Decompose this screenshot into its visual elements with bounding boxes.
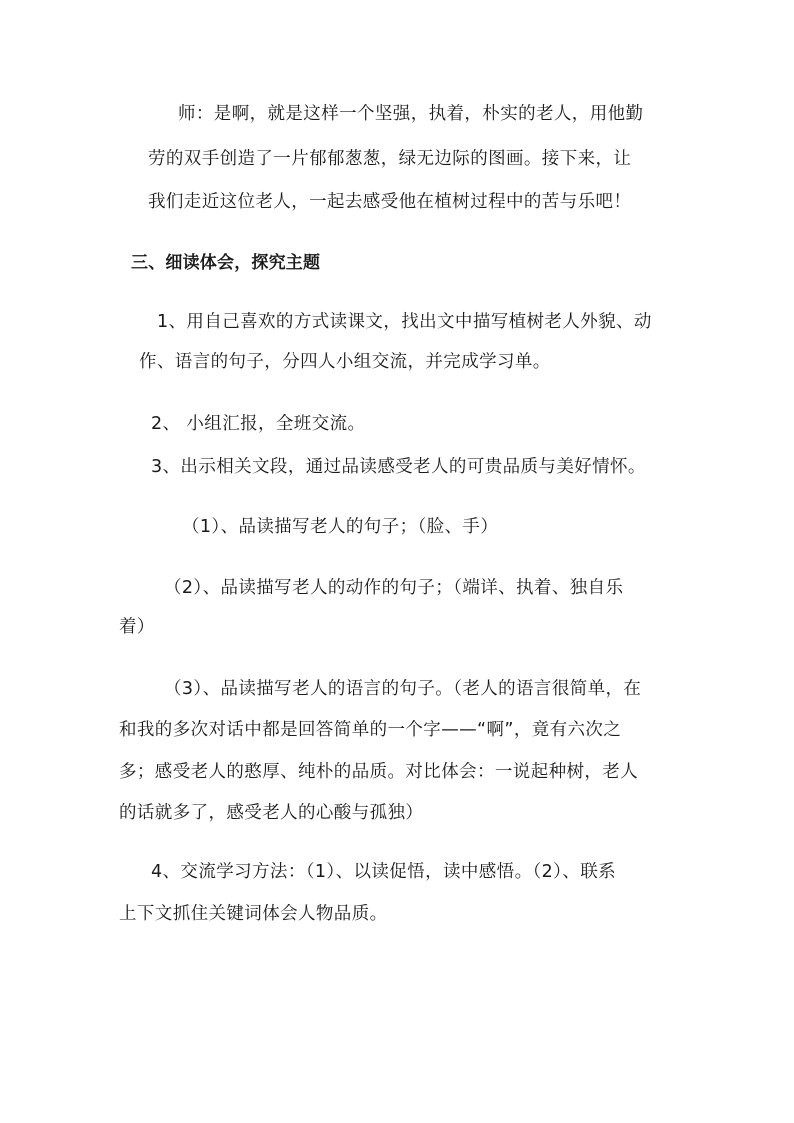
teacher-paragraph-line-1: 师：是啊，就是这样一个坚强，执着，朴实的老人，用他勤 [178,104,644,124]
sub-item-3-line-2: 和我的多次对话中都是回答简单的一个字——“啊”，竟有六次之 [119,720,622,740]
item-2: 2、 小组汇报，全班交流。 [151,414,366,434]
sub-item-3-line-3: 多；感受老人的憨厚、纯朴的品质。对比体会：一说起种树，老人 [119,762,639,782]
sub-item-2-line-1: （2）、品读描写老人的动作的句子；（端详、执着、独自乐 [164,578,624,598]
item-1-line-1: 1、用自己喜欢的方式读课文，找出文中描写植树老人外貌、动 [157,312,652,332]
section-heading: 三、细读体会，探究主题 [131,253,321,273]
sub-item-3-line-4: 的话就多了，感受老人的心酸与孤独） [119,803,424,823]
sub-item-2-line-2: 着） [119,617,155,637]
teacher-paragraph-line-2: 劳的双手创造了一片郁郁葱葱，绿无边际的图画。接下来，让 [148,149,632,169]
item-1-line-2: 作、语言的句子，分四人小组交流，并完成学习单。 [139,352,551,372]
item-4-line-2: 上下文抓住关键词体会人物品质。 [119,904,388,924]
item-3: 3、出示相关文段，通过品读感受老人的可贵品质与美好情怀。 [151,457,646,477]
sub-item-1: （1）、品读描写老人的句子；（脸、手） [182,517,499,537]
item-4-line-1: 4、交流学习方法：（1）、以读促悟，读中感悟。（2）、联系 [151,862,616,882]
teacher-paragraph-line-3: 我们走近这位老人，一起去感受他在植树过程中的苦与乐吧！ [148,192,632,212]
sub-item-3-line-1: （3）、品读描写老人的语言的句子。（老人的语言很简单，在 [164,679,642,699]
